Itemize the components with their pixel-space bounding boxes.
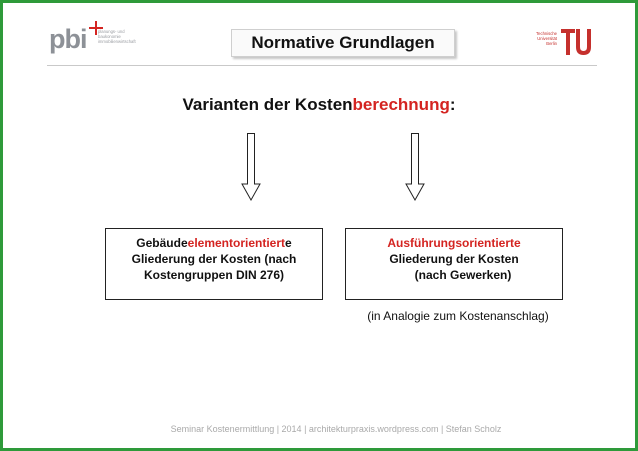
down-arrow-icon <box>405 133 425 201</box>
box-line: Kostengruppen DIN 276) <box>143 268 284 282</box>
box-line: Gliederung der Kosten <box>389 252 519 266</box>
section-heading: Varianten der Kostenberechnung: <box>182 95 456 114</box>
tu-logo-subtitle: Technische Universität Berlin <box>536 31 557 46</box>
element-oriented-box <box>105 228 323 300</box>
footer: Seminar Kostenermittlung | 2014 | architekturpraxis.wordpress.com | Stefan Scholz <box>170 424 502 434</box>
tu-logo <box>523 27 595 63</box>
tu-berlin-logo-icon <box>559 27 593 57</box>
slide-title: Normative Grundlagen <box>231 29 455 57</box>
box-line: Gebäudeelementorientierte <box>136 236 292 250</box>
box-line: Ausführungsorientierte <box>387 236 521 250</box>
box-line: (nach Gewerken) <box>414 268 512 282</box>
execution-oriented-box <box>345 228 563 300</box>
header-divider <box>47 65 597 66</box>
box-line: Gliederung der Kosten (nach <box>131 252 297 266</box>
analogy-note: (in Analogie zum Kostenanschlag) <box>367 309 549 323</box>
pbi-logo-subtitle: planungs- und baukonomie immobilienwirtschaft <box>98 29 136 44</box>
pbi-logo <box>49 21 149 57</box>
pbi-logo-text: pbi <box>49 24 87 54</box>
down-arrow-icon <box>241 133 261 201</box>
